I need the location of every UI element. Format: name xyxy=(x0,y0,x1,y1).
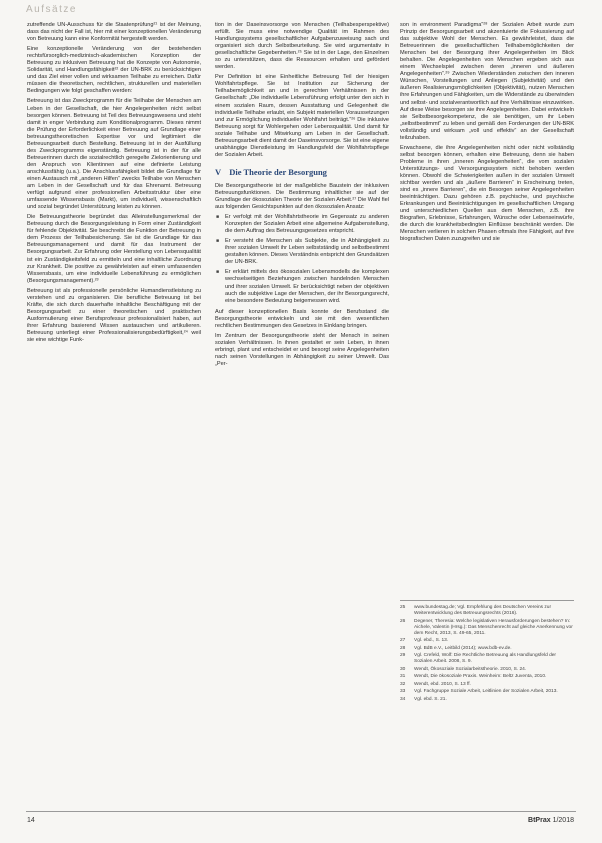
footnote xyxy=(400,619,574,637)
text-column-1 xyxy=(27,22,201,812)
text-column-3 xyxy=(400,22,574,596)
paragraph: Erwachsene, die ihre Angelegenheiten nicht oder nicht vollständig selbst besorgen können, erhalten eine Betreuung, denn sie haben Probleme in ihren „inneren Angelegenheiten“, die vom sozialen Unterstützungs- und Versorgungssystem nicht behoben werden können. Obwohl die Schwierigkeiten außen in der sozialen Umwelt sichtbar werden und als „äußere Barrieren“ in Erscheinung treten, sind es „innere Barrieren“, die ein Besorgen seiner Angelegenheiten beeinträchtigen. Dazu gehören z.B. psychische, und psychische Erkrankungen und Beeinträchtigungen im gesellschaftlichen Umgang und unterschiedlichen Quellen aus dem Menschen, z.B. ihre Biografien, Erlebnisse, Erfahrungen, Wünsche oder Lebenseinwürfe, die durch die krankheitsbedingten Einflüsse beschränkt werden. Die Menschen verlieren in solchen Phasen oftmals ihre Fähigkeit, auf ihre biografischen Daten zuzugreifen und sie xyxy=(400,144,574,243)
paragraph: Im Zentrum der Besorgungstheorie steht der Mensch in seinen sozialen Verhältnissen. In ihnen gestaltet er sein Leben, in ihnen erbringt, plant und entscheidet er und besorgt seine Angelegenheiten nach seinen Vorstellungen in Abhängigkeit zu seiner Umwelt. Das „Per- xyxy=(215,332,389,367)
footnote xyxy=(400,697,574,703)
paragraph: Auf dieser konzeptionellen Basis konnte der Berufsstand die Besorgungstheorie entwickeln und sie mit den wesentlichen rechtlichen Bestimmungen des Gesetzes in Einklang bringen. xyxy=(215,308,389,329)
bullet-list xyxy=(215,214,389,305)
footnote-text: Vgl. ebd. S. 21. xyxy=(414,696,447,702)
footnote-number: 33 xyxy=(400,689,406,694)
paragraph: Betreuung ist als professionelle persönliche Humandienstleistung zu verstehen und zu organisieren. Die berufliche Betreuung ist bei Kräfte, die sich durch dauerhafte inhaltliche Beschäftigung mit der Besorgungsarbeit zu einer theoretischen und praktischen Ausformulierung einer Berufsprofessur professionalisiert haben, auf ihrer Erfahrung basierend Wissen austauschen und artikulieren. Betreuung unterliegt einer Professionalisierungsbedürftigkeit,²⁴ weil sie eine wichtige Funk- xyxy=(27,287,201,344)
paragraph: Die Besorgungstheorie ist der maßgebliche Baustein der inklusiven Betreuungsfunktionen. Die Bestimmung inhaltlicher sie auf der Grundlage der ökosozialen Theorie der Sozialen Arbeit.²⁷ Die Wahl fiel aus folgenden Gesichtspunkten auf den ökosozialen Ansatz: xyxy=(215,182,389,211)
paragraph: Per Definition ist eine Einheitliche Betreuung Teil der hiesigen Wohlfahrtspflege. Sie ist Institution zur Sicherung der Teilhabemöglichkeit an und in gerechten Verhältnissen in der Gesellschaft: „Die individuelle Lebensführung erfolgt unter den sich in einem sozialen Raum, dessen Ausstattung und Gelegenheit die individuelle Teilhabe erlaubt, ein Subjekt materiellen Voraussetzungen und zur Ermöglichung individueller Wohlfahrt beiträgt.“²⁶ Die inklusive Betreuung sorgt für Wohlergehen oder Lebensqualität. Und damit für soziale Teilhabe und Mitwirkung am Leben in der Gesellschaft. Betreuungsarbeit dient damit der Daseinsvorsorge. Sie ist eine eigene unabhängige Dienstleistung im Handlungsfeld der Wohlfahrtspflege der Sozialen Arbeit. xyxy=(215,74,389,158)
footnote xyxy=(400,653,574,665)
footnote-number: 34 xyxy=(400,696,406,702)
footnotes xyxy=(400,600,574,704)
footnote-text: Wendt, Die ökosoziale Praxis. Weinheim: Beltz Juventa, 2010. xyxy=(414,674,547,679)
footnote xyxy=(400,682,574,688)
bullet-item: ■ Er versteht die Menschen als Subjekte, die in Abhängigkeit zu ihrer sozialen Umwelt ihr Leben selbstständig und selbstbestimmt gestalten können. Dieses Verständnis entspricht den Grundsätzen der UN-BRK. xyxy=(225,238,389,266)
footnote xyxy=(400,605,574,617)
paragraph: son in environment Paradigma“²⁸ der Sozialen Arbeit wurde zum Prinzip der Besorgungsarbeit und akzentuierte die Fokussierung auf das subjektive Wohl der Menschen. Es gewährleistet, dass die Betreuerinnen die gesellschaftlichen Teilhabemöglichkeiten der Menschen bei der Besorgung ihrer Angelegenheiten im Blick behalten. Die Angelegenheiten von Menschen ergeben sich aus einem Wechselspiel zwischen deren „inneren und äußeren Angelegenheiten“.²⁹ Zwischen Wiederständen zwischen den inneren Wünschen, Vorstellungen und Anliegen (Subjektivität) und den äußeren Realisierungsmöglichkeiten (Objektivität), nutzen Menschen ihre Erfahrungen und Fähigkeiten, um die Widerstände zu überwinden und selbst- und sozialverantwortlich auf ihre Verhältnisse einzuwirken. Auf diese Weise besorgen sie ihre Angelegenheiten. Dabei entwickeln sie Selbstbesorgekompetenz, die sie benötigen, um ihr Leben „selbstbestimmt“ zu leben und gemäß den Forderungen der UN-BRK vollständig und wirksam „voll und effektiv“ an der Gesellschaft teilzuhaben. xyxy=(400,22,574,141)
footnote-number: 32 xyxy=(400,681,406,687)
page-number: 14 xyxy=(27,817,35,824)
footnote xyxy=(400,689,574,695)
footnote-text: Vgl. ebd., S. 13. xyxy=(414,638,449,643)
bullet-item: ■ Er erklärt mittels des ökosozialen Lebensmodells die komplexen wechselseitigen Beziehungen zwischen handelnden Menschen und ihrer sozialen Umwelt. Er berücksichtigt neben der objektiven auch die subjektive Lage der Menschen, der ihr Besorgungsrecht, eine besondere Bedeutung beigemessen wird. xyxy=(225,269,389,304)
footnote-text: Wendt, ebd. 2010, S. 13 ff. xyxy=(414,681,471,687)
footnote-number: 29 xyxy=(400,653,406,658)
footnote xyxy=(400,646,574,652)
paragraph: zutreffende UN-Ausschuss für die Staatenprüfung²¹ ist der Meinung, dass das nicht der Fall ist, hier mit einer konzeptionellen Veränderung von Betreuung kann eine Konformität hergestellt werden. xyxy=(27,22,201,43)
paragraph: Eine konzeptionelle Veränderung von der bestehenden rechtsfürsorglich-medizinisch-akademischen Konzeption der Betreuung zu inklusiven Betreuung hat die Konzepte von Autonomie, Solidarität, und Handlungsfähigkeit²² der UN-BRK zu berücksichtigen und das Ziel einer vollen und wirksamen Teilhabe zu erreichen. Dafür müssen die theoretischen, rechtlichen, strukturellen und materiellen Bedingungen wie folgt geschaffen werden: xyxy=(27,46,201,95)
journal-reference xyxy=(528,817,574,824)
footnote xyxy=(400,667,574,673)
section-heading xyxy=(215,167,389,177)
paragraph: Die Betreuungstheorie begründet das Alleinstellungsmerkmal der Betreuung durch die Besorgungsleistung in Form einer Zuständigkeit für fehlende Objektivität. Sie beschreibt die Funktion der Betreuung in dem Prozess der Teilhabesicherung. Sie ist die Grundlage für das Betreuungsmanagement und damit für das Instrument der Besorgungsarbeit. Zur Erfahrung oder Herstellung von Lebensqualität ist ein Zuständigkeitsfeld zu ermitteln und eine inhaltliche Zuordnung zur Krankheit. Die positive zu gewährleisten auf einen umfassenden Wissensbasis, um eine individuelle Lebensführung zu ermöglichen (Besorgungsmanagement).²³ xyxy=(27,214,201,284)
section-heading-title: Die Theorie der Besorgung xyxy=(229,166,327,177)
paragraph: tion in der Daseinsvorsorge von Menschen (Teilhabesperspektive) erfüllt. Sie muss eine notwendige Qualität im Rahmen des Handlungssystems gesellschaftlicher Aufgabenzuweisung sach und organisiert sich durch Selbstbeurteilung. Sie wird argumentativ in gesellschaftliche Gegebenheiten.²⁵ Sie ist in der Lage, den Einzelnen so zu unterstützen, dass die Ressourcen erhalten und gefördert werden. xyxy=(215,22,389,71)
footnote xyxy=(400,674,574,680)
footnote-text: www.bundestag.de; Vgl. Empfehlung des Deutschen Vereins zur Weiterentwicklung des Betreuungsrechts (2016). xyxy=(414,605,552,616)
footnote-number: 31 xyxy=(400,674,406,679)
section-label: Aufsätze xyxy=(26,4,77,15)
footnote xyxy=(400,638,574,644)
footnote-number: 27 xyxy=(400,638,406,643)
footnote-text: Vgl. Fachgruppe Soziale Arbeit, Leitlinien der Sozialen Arbeit, 2013. xyxy=(414,689,558,694)
paragraph: Betreuung ist das Zweckprogramm für die Teilhabe der Menschen am Leben in der Gesellschaft, die hier Angelegenheiten nicht selbst besorgen können. Betreuung ist Teil des Betreuungswesens und steht damit in enger Verbindung zum Konditionalprogramm. Dieses nimmt die Prüfung der Erforderlichkeit einer Betreuung auf Grundlage einer betreuungstheoretischen Expertise vor und legitimiert die Betreuungsarbeit durch Bestellung. Betreuung ist in der Ausfüllung des Zweckprogramms eigenständig. Betreuung ist in der für alle Betreuerinnen durch die sozialrechtlich geregelte Zielorientierung und den Anspruch von Klientinnen auf eine definierte Leistung anschlussfähig (u.a.). Die Anschlussfähigkeit bildet die Grundlage für einen Austausch mit „anderen Hilfen“ zwecks Teilhabe von Menschen am Leben in der Gesellschaft und für das Ehrenamt. Betreuung verfügt aufgrund einer professionellen Arbeitsstruktur über eine umfassende Wissensbasis (Markt), um individuell, wissenschaftlich und sozial begründet Unterstützung leisten zu können. xyxy=(27,98,201,211)
footnote-text: Vgl. BdB e.V., Leitbild (2014); www.bdb-ev.de. xyxy=(414,645,512,651)
footnote-number: 25 xyxy=(400,605,406,610)
text-column-2 xyxy=(215,22,389,812)
journal-issue: 1/2018 xyxy=(552,817,574,824)
section-heading-number: V xyxy=(215,166,222,177)
footnote-number: 30 xyxy=(400,666,406,672)
footnote-text: Vgl. Crefeld, Wolf: Die Rechtliche Betreuung als Handlungsfeld der Sozialen Arbeit. 2008, S. 9. xyxy=(414,653,557,664)
bullet-item: ■ Er verfolgt mit der Wohlfahrtstheorie im Gegensatz zu anderen Konzepten der Sozialen Arbeit eine allgemeine Aufgabenstellung, die dem Auftrag des Betreuungsgesetzes entspricht. xyxy=(225,214,389,235)
footnote-number: 28 xyxy=(400,645,406,651)
footnote-text: Degener, Theresia: Welche legislativen Herausforderungen bestehen? In: Aichele, Valentin (Hrsg.): Das Menschenrecht auf gleiche Anerkennung vor dem Recht, 2013, S. 49-65, 2011. xyxy=(414,618,573,636)
footnote-number: 26 xyxy=(400,618,406,624)
footnote-text: Wendt, Ökosoziale Sozialarbeitstheorie. 2010, S. 24. xyxy=(414,666,527,672)
journal-name: BtPrax xyxy=(528,817,551,824)
footer-divider xyxy=(26,811,576,812)
